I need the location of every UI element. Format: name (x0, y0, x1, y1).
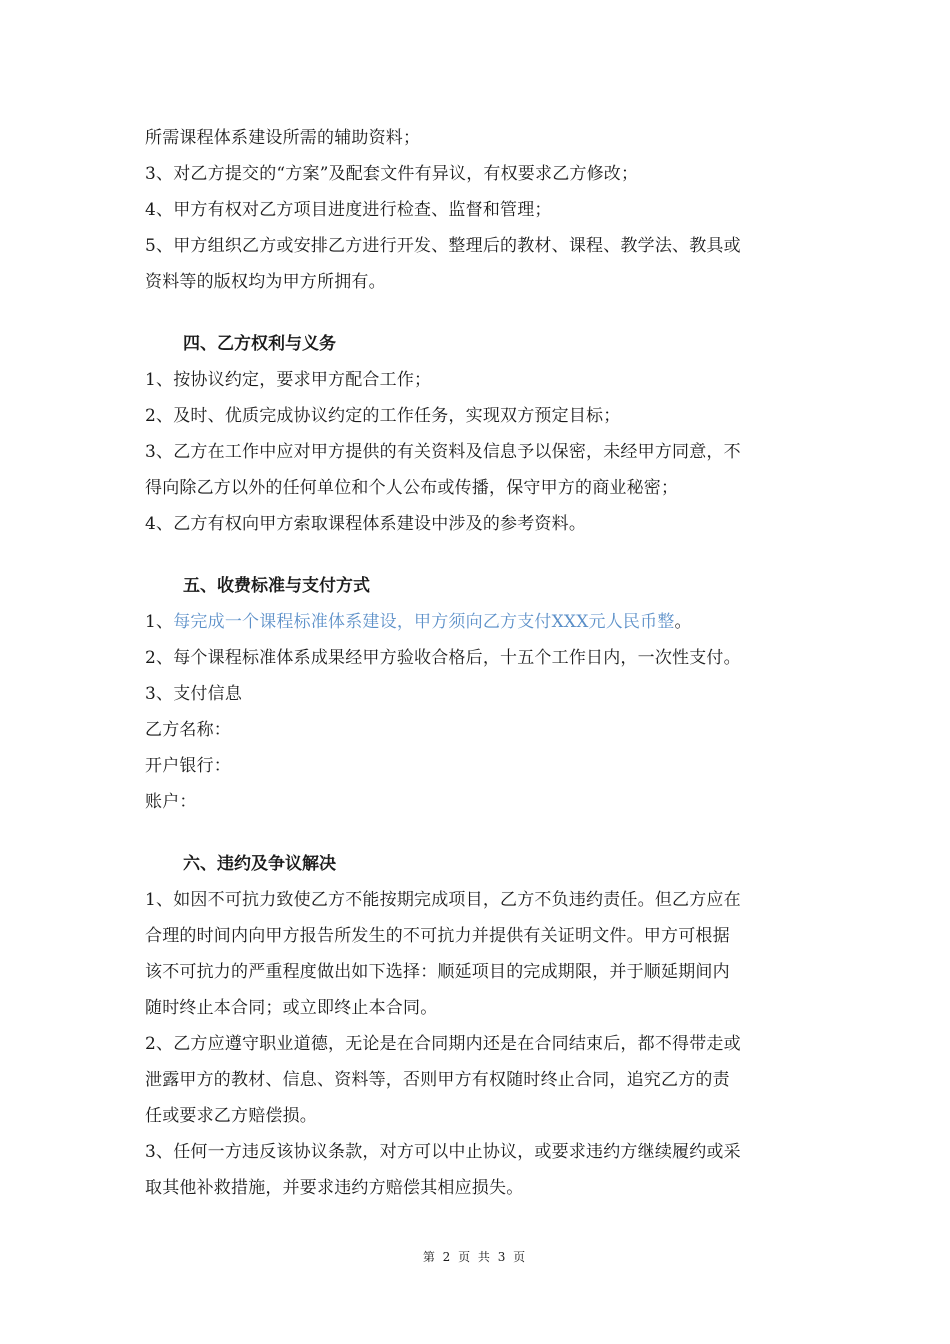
paragraph-line: 4、甲方有权对乙方项目进度进行检查、监督和管理； (145, 200, 552, 220)
paragraph-line: 随时终止本合同；或立即终止本合同。 (145, 998, 438, 1018)
section-heading: 五、收费标准与支付方式 (183, 576, 370, 596)
paragraph-line-highlighted (145, 604, 810, 640)
account-label: 账户： (145, 792, 197, 812)
highlighted-text: 每完成一个课程标准体系建设，甲方须向乙方支付XXX元人民币整 (173, 612, 675, 632)
paragraph-line: 3、乙方在工作中应对甲方提供的有关资料及信息予以保密，未经甲方同意，不 (145, 442, 741, 462)
paragraph-line: 所需课程体系建设所需的辅助资料； (145, 128, 421, 148)
section-6 (145, 846, 810, 1206)
paragraph-line: 2、乙方应遵守职业道德，无论是在合同期内还是在合同结束后，都不得带走或 (145, 1034, 741, 1054)
page-footer: 第 2 页 共 3 页 (422, 1250, 528, 1264)
section-heading: 四、乙方权利与义务 (183, 334, 336, 354)
paragraph-line: 2、及时、优质完成协议约定的工作任务，实现双方预定目标； (145, 406, 621, 426)
paragraph-line: 该不可抗力的严重程度做出如下选择：顺延项目的完成期限，并于顺延期间内 (145, 962, 730, 982)
paragraph-line: 1、如因不可抗力致使乙方不能按期完成项目，乙方不负违约责任。但乙方应在 (145, 890, 741, 910)
paragraph-line: 3、支付信息 (145, 684, 243, 704)
paragraph-line: 1、按协议约定，要求甲方配合工作； (145, 370, 432, 390)
paragraph-line: 合理的时间内向甲方报告所发生的不可抗力并提供有关证明文件。甲方可根据 (145, 926, 730, 946)
bank-label: 开户银行： (145, 756, 231, 776)
paragraph-line: 取其他补救措施，并要求违约方赔偿其相应损失。 (145, 1178, 524, 1198)
paragraph-line: 2、每个课程标准体系成果经甲方验收合格后，十五个工作日内，一次性支付。 (145, 648, 741, 668)
section-5 (145, 568, 810, 820)
paragraph-line: 得向除乙方以外的任何单位和个人公布或传播，保守甲方的商业秘密； (145, 478, 679, 498)
paragraph-line: 3、任何一方违反该协议条款，对方可以中止协议，或要求违约方继续履约或采 (145, 1142, 741, 1162)
punctuation: 。 (674, 612, 692, 632)
section-4 (145, 326, 810, 542)
paragraph-line: 4、乙方有权向甲方索取课程体系建设中涉及的参考资料。 (145, 514, 587, 534)
section-3-tail (145, 120, 810, 300)
document-page (145, 120, 810, 1206)
paragraph-line: 3、对乙方提交的“方案”及配套文件有异议，有权要求乙方修改； (145, 164, 639, 184)
paragraph-line: 资料等的版权均为甲方所拥有。 (145, 272, 386, 292)
section-heading: 六、违约及争议解决 (183, 854, 336, 874)
paragraph-line: 任或要求乙方赔偿损。 (145, 1106, 317, 1126)
paragraph-line: 5、甲方组织乙方或安排乙方进行开发、整理后的教材、课程、教学法、教具或 (145, 236, 741, 256)
paragraph-line: 泄露甲方的教材、信息、资料等，否则甲方有权随时终止合同，追究乙方的责 (145, 1070, 730, 1090)
payee-name-label: 乙方名称： (145, 720, 231, 740)
item-number: 1、 (145, 612, 174, 632)
